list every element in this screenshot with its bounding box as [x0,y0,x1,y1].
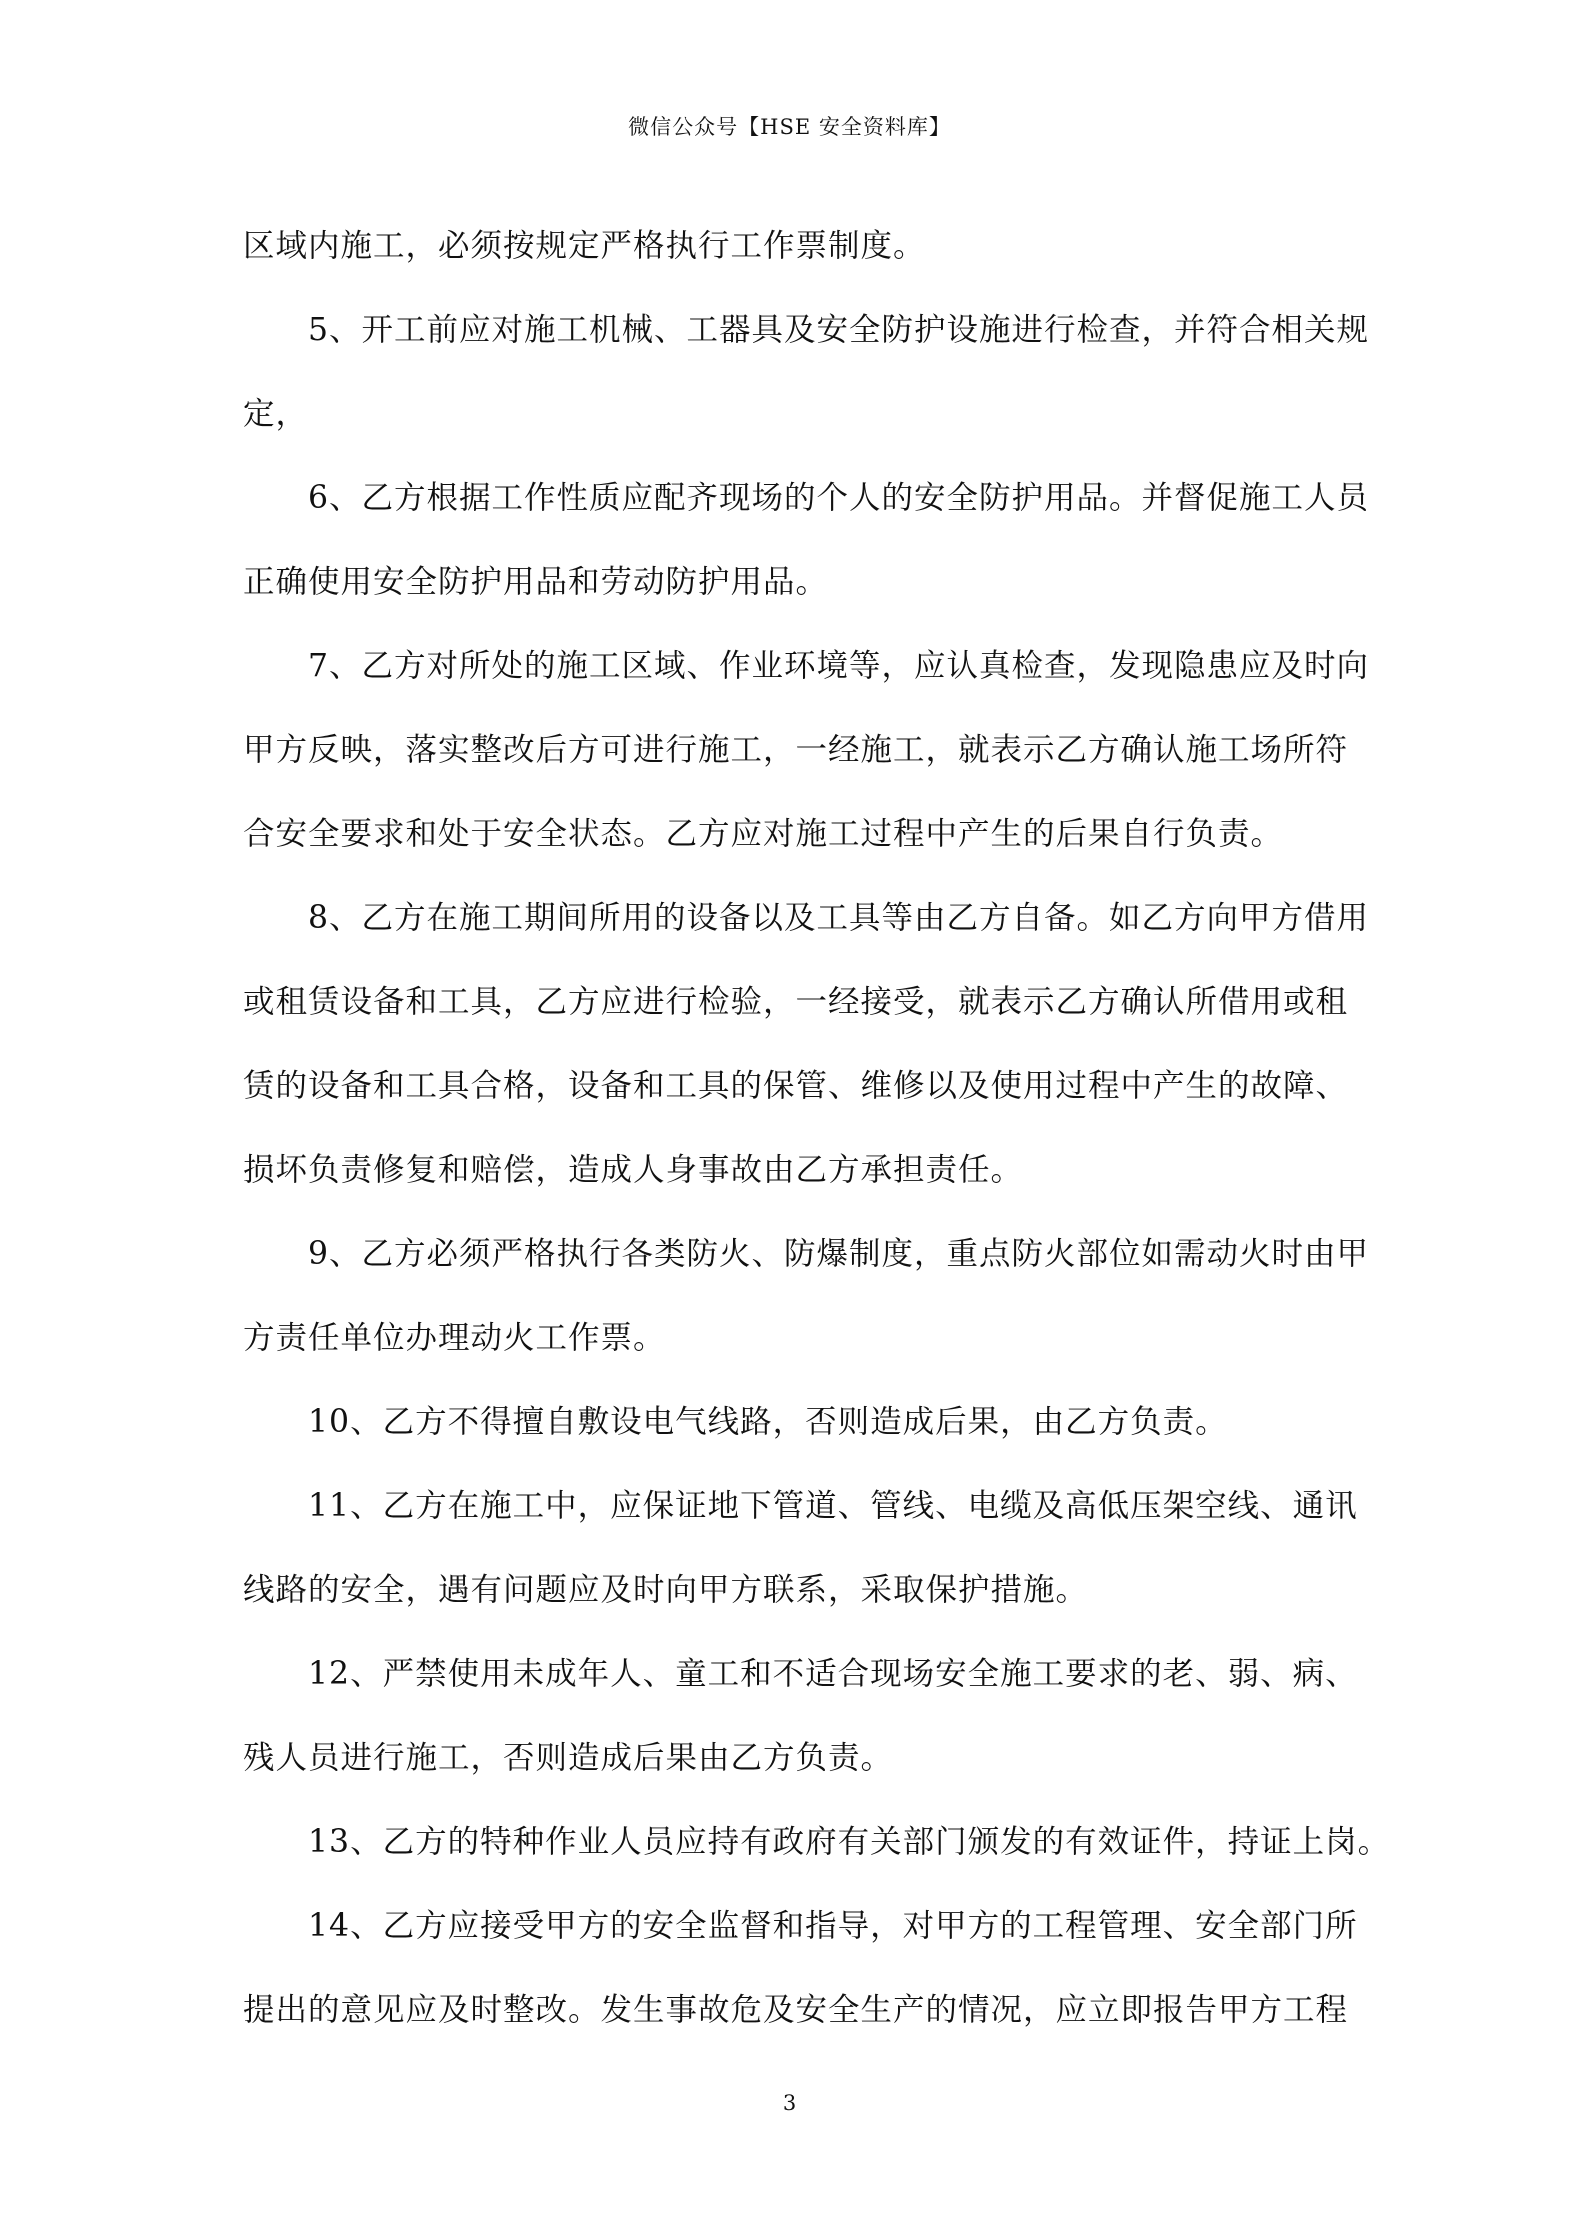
text-line: 损坏负责修复和赔偿，造成人身事故由乙方承担责任。 [243,1152,1024,1188]
text-line: 13、乙方的特种作业人员应持有政府有关部门颁发的有效证件，持证上岗。 [243,1824,1391,1860]
text-line: 6、乙方根据工作性质应配齐现场的个人的安全防护用品。并督促施工人员 [243,480,1370,516]
text-line: 9、乙方必须严格执行各类防火、防爆制度，重点防火部位如需动火时由甲 [243,1236,1370,1272]
text-line: 残人员进行施工，否则造成后果由乙方负责。 [243,1740,894,1776]
text-line: 甲方反映，落实整改后方可进行施工，一经施工，就表示乙方确认施工场所符 [243,732,1349,768]
document-body [243,204,1391,2052]
text-line: 提出的意见应及时整改。发生事故危及安全生产的情况，应立即报告甲方工程 [243,1992,1349,2028]
text-line: 7、乙方对所处的施工区域、作业环境等，应认真检查，发现隐患应及时向 [243,648,1370,684]
text-line: 5、开工前应对施工机械、工器具及安全防护设施进行检查，并符合相关规 [243,312,1370,348]
page-header: 微信公众号【HSE 安全资料库】 [628,115,951,139]
text-line: 区域内施工，必须按规定严格执行工作票制度。 [243,228,926,264]
text-line: 方责任单位办理动火工作票。 [243,1320,666,1356]
text-line: 合安全要求和处于安全状态。乙方应对施工过程中产生的后果自行负责。 [243,816,1284,852]
text-line: 10、乙方不得擅自敷设电气线路，否则造成后果，由乙方负责。 [243,1404,1228,1440]
text-line: 定， [243,396,309,432]
text-line: 14、乙方应接受甲方的安全监督和指导，对甲方的工程管理、安全部门所 [243,1908,1358,1944]
page-number: 3 [782,2091,797,2115]
text-line: 正确使用安全防护用品和劳动防护用品。 [243,564,829,600]
text-line: 12、严禁使用未成年人、童工和不适合现场安全施工要求的老、弱、病、 [243,1656,1358,1692]
text-line: 或租赁设备和工具，乙方应进行检验，一经接受，就表示乙方确认所借用或租 [243,984,1349,1020]
text-line: 8、乙方在施工期间所用的设备以及工具等由乙方自备。如乙方向甲方借用 [243,900,1370,936]
text-line: 线路的安全，遇有问题应及时向甲方联系，采取保护措施。 [243,1572,1089,1608]
text-line: 赁的设备和工具合格，设备和工具的保管、维修以及使用过程中产生的故障、 [243,1068,1349,1104]
text-line: 11、乙方在施工中，应保证地下管道、管线、电缆及高低压架空线、通讯 [243,1488,1358,1524]
